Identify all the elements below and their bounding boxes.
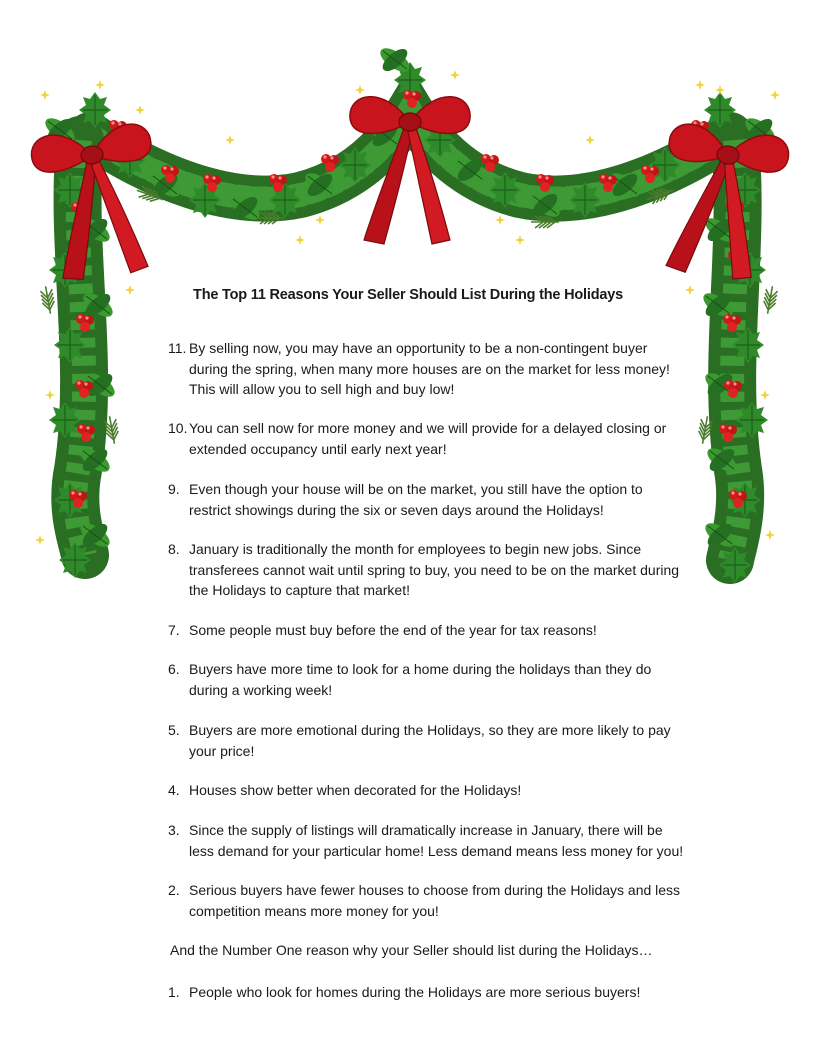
item-text: Since the supply of listings will dramatically increase in January, there will be less demand for your particular home! Less demand means less money for you! (189, 822, 684, 859)
item-number: 1. (168, 984, 180, 1000)
item-number: 4. (168, 782, 180, 798)
item-number: 9. (168, 481, 180, 497)
list-item (168, 479, 688, 520)
item-text: January is traditionally the month for employees to begin new jobs. Since transferees cannot wait until spring to buy, you need to be on the market during the Holidays to capture that market! (189, 541, 680, 598)
item-number: 3. (168, 822, 180, 838)
item-text: Buyers are more emotional during the Holidays, so they are more likely to pay your price! (189, 722, 671, 759)
item-number: 8. (168, 541, 180, 557)
list-item (168, 620, 688, 641)
item-number: 10. (168, 420, 188, 436)
item-text: People who look for homes during the Holidays are more serious buyers! (189, 984, 641, 1000)
pine-sprigs (40, 185, 779, 445)
list-item (168, 418, 688, 459)
page-title: The Top 11 Reasons Your Seller Should List During the Holidays (193, 287, 623, 303)
item-text: By selling now, you may have an opportunity to be a non-contingent buyer during the spring, when many more houses are on the market for less money! This will allow you to sell high and buy low! (189, 340, 670, 397)
item-text: Some people must buy before the end of the year for tax reasons! (189, 622, 597, 638)
list-item-number-one (168, 982, 688, 1003)
list-item (168, 659, 688, 700)
list-item (168, 720, 688, 761)
item-number: 5. (168, 722, 180, 738)
list-item (168, 880, 688, 921)
item-text: Even though your house will be on the market, you still have the option to restrict showings during the six or seven days around the Holidays! (189, 481, 643, 518)
number-one-intro: And the Number One reason why your Seller should list during the Holidays… (170, 942, 653, 958)
list-item (168, 338, 688, 400)
item-number: 11. (168, 340, 187, 356)
list-item (168, 539, 688, 601)
item-text: Buyers have more time to look for a home during the holidays than they do during a working week! (189, 661, 652, 698)
item-text: Serious buyers have fewer houses to choose from during the Holidays and less competition means more money for you! (189, 882, 681, 919)
item-text: Houses show better when decorated for the Holidays! (189, 782, 522, 798)
item-text: You can sell now for more money and we will provide for a delayed closing or extended occupancy until early next year! (189, 420, 667, 457)
item-number: 6. (168, 661, 180, 677)
item-number: 2. (168, 882, 180, 898)
list-item (168, 820, 688, 861)
list-item (168, 780, 688, 801)
item-number: 7. (168, 622, 180, 638)
